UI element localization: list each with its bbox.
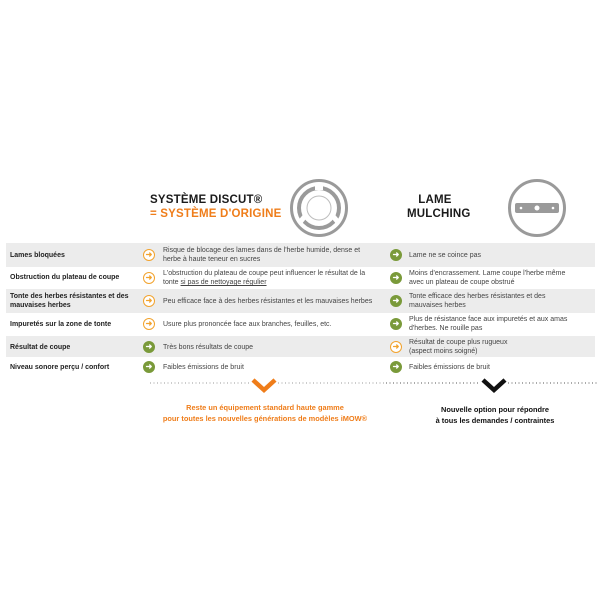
col2-text: Tonte efficace des herbes résistantes et des mauvaises herbes — [409, 293, 546, 309]
col2-title-line1: LAME — [418, 194, 452, 206]
col1-text: L'obstruction du plateau de coupe peut influencer le résultat de la tonte si pas de nettoyage régulier — [163, 270, 366, 286]
col1-text: Très bons résultats de coupe — [163, 344, 254, 351]
arrow-right-orange-icon: ➜ — [143, 318, 155, 330]
row-label: Obstruction du plateau de coupe — [10, 274, 120, 281]
col2-note: Nouvelle option pour répondre à tous les demandes / contraintes — [435, 405, 555, 425]
check-green-icon: ➜ — [390, 318, 402, 330]
col2-text: Faibles émissions de bruit — [409, 364, 490, 371]
check-green-icon: ➜ — [143, 341, 155, 353]
row-label: Tonte des herbes résistantes et des mauvaises herbes — [10, 293, 129, 309]
row-label: Niveau sonore perçu / confort — [10, 364, 110, 371]
chevron-down-black-icon — [480, 377, 508, 395]
col2-title — [407, 194, 471, 220]
check-green-icon: ➜ — [390, 249, 402, 261]
col1-title-line1: SYSTÈME DISCUT® — [150, 194, 263, 206]
col1-note: Reste un équipement standard haute gamme pour toutes les nouvelles générations de modèles iMOW® — [162, 403, 368, 423]
col1-title — [150, 194, 281, 220]
discut-disc-icon — [290, 179, 348, 237]
chevron-down-orange-icon — [250, 377, 278, 395]
check-green-icon: ➜ — [390, 295, 402, 307]
arrow-right-orange-icon: ➜ — [390, 341, 402, 353]
row-label: Impuretés sur la zone de tonte — [10, 321, 112, 328]
footer-separators — [0, 376, 600, 396]
check-green-icon: ➜ — [390, 272, 402, 284]
arrow-right-orange-icon: ➜ — [143, 272, 155, 284]
col1-text: Faibles émissions de bruit — [163, 364, 244, 371]
mulching-blade-icon — [508, 179, 566, 237]
check-green-icon: ➜ — [143, 361, 155, 373]
row-label: Résultat de coupe — [10, 344, 71, 351]
check-green-icon: ➜ — [390, 361, 402, 373]
arrow-right-orange-icon: ➜ — [143, 249, 155, 261]
row-label: Lames bloquées — [10, 252, 65, 259]
col1-text: Risque de blocage des lames dans de l'herbe humide, dense et herbe à haute teneur en sucres — [163, 247, 361, 263]
col2-text: Moins d'encrassement. Lame coupe l'herbe même avec un plateau de coupe obstrué — [409, 270, 566, 286]
col2-text: Lame ne se coince pas — [409, 252, 481, 259]
col1-text: Peu efficace face à des herbes résistantes et les mauvaises herbes — [163, 298, 373, 305]
col2-title-line2: MULCHING — [407, 208, 471, 220]
arrow-right-orange-icon: ➜ — [143, 295, 155, 307]
col1-text: Usure plus prononcée face aux branches, feuilles, etc. — [163, 321, 332, 328]
col2-text: Résultat de coupe plus rugueux (aspect moins soigné) — [409, 339, 508, 355]
col2-text: Plus de résistance face aux impuretés et aux amas d'herbes. Ne rouille pas — [409, 316, 568, 332]
col1-title-line2: = SYSTÈME D'ORIGINE — [150, 208, 282, 220]
